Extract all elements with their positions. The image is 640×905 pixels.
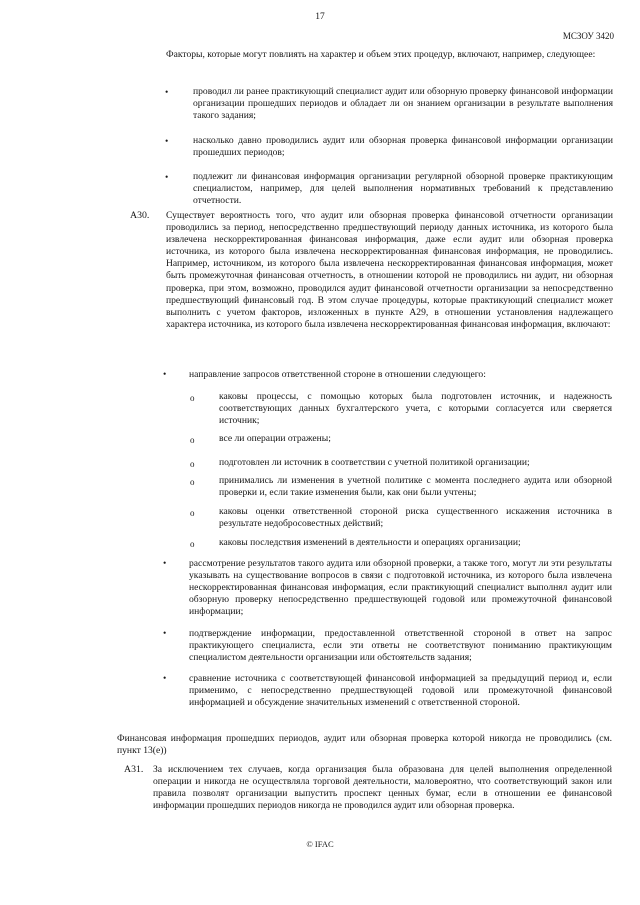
sub-bullet-marker: o <box>190 459 195 469</box>
bullet-marker: • <box>163 559 167 569</box>
paragraph-label-a31: A31. <box>124 764 144 775</box>
bullet-marker: • <box>165 173 169 183</box>
factor-item: насколько давно проводились аудит или обзорная проверка финансовой информации организации прошедших периодов; <box>193 135 613 159</box>
bullet-marker: • <box>163 370 167 380</box>
a30-bullet-item: сравнение источника с соответствующей финансовой информацией за предыдущий период и, если применимо, с непосредственно предшествующей годовой или промежуточной финансовой информацией и обсуждение значительных изменений с ответственной стороной. <box>189 673 612 709</box>
bullet-marker: • <box>165 137 169 147</box>
a30-sub-item: каковы последствия изменений в деятельности и операциях организации; <box>219 537 521 548</box>
section-heading: Финансовая информация прошедших периодов, аудит или обзорная проверка которой никогда не проводились (см. пункт 13(е)) <box>117 733 612 757</box>
a30-sub-item: принимались ли изменения в учетной политике с момента последнего аудита или обзорной проверки и, если такие изменения были, как они были учтены; <box>219 475 612 499</box>
sub-bullet-marker: o <box>190 508 195 518</box>
a30-sub-item: каковы процессы, с помощью которых была подготовлен источник, и надежность соответствующих данных бухгалтерского учета, с которыми согласуется или сверяется источник; <box>219 391 612 427</box>
footer-copyright: © IFAC <box>306 839 334 849</box>
document-code: МСЗОУ 3420 <box>562 31 614 41</box>
a30-sub-item: все ли операции отражены; <box>219 433 331 444</box>
a30-bullet-item: подтверждение информации, предоставленной ответственной стороной в ответ на запрос практикующего специалиста, если эти ответы не соответствуют пониманию практикующим специалистом деятельности организации или обстоятельств задания; <box>189 628 612 664</box>
intro-paragraph: Факторы, которые могут повлиять на характер и объем этих процедур, включают, например, следующее: <box>166 49 596 60</box>
bullet-marker: • <box>163 674 167 684</box>
bullet-marker: • <box>165 88 169 98</box>
a30-sub-item: каковы оценки ответственной стороной риска существенного искажения источника в результате недобросовестных действий; <box>219 506 612 530</box>
page-number: 17 <box>315 12 325 22</box>
a30-bullet-item: рассмотрение результатов такого аудита или обзорной проверки, а также того, могут ли эти результаты указывать на существование вопросов в связи с подготовкой источника, из которого была извлечена нескорректированная финансовая информация, если практикующий специалист выполнял аудит или обзорную проверку непосредственно предшествующей годовой или промежуточной финансовой информации; <box>189 558 612 618</box>
a30-bullet-item: направление запросов ответственной стороне в отношении следующего: <box>189 369 486 380</box>
sub-bullet-marker: o <box>190 539 195 549</box>
sub-bullet-marker: o <box>190 435 195 445</box>
sub-bullet-marker: o <box>190 393 195 403</box>
paragraph-label-a30: A30. <box>130 210 150 221</box>
paragraph-a31-text: За исключением тех случаев, когда организация была образована для целей выполнения определенной операции и никогда не осуществляла торговой деятельности, маловероятно, что соответствующий закон или правила позволят организации выпустить проспект ценных бумаг, если в отношении ее финансовой информации прошедших периодов никогда не проводился аудит или обзорная проверка. <box>153 764 612 812</box>
factor-item: подлежит ли финансовая информация организации регулярной обзорной проверке практикующим специалистом, например, для целей выполнения нормативных требований к представлению отчетности. <box>193 171 613 207</box>
bullet-marker: • <box>163 629 167 639</box>
sub-bullet-marker: o <box>190 477 195 487</box>
factor-item: проводил ли ранее практикующий специалист аудит или обзорную проверку финансовой информации организации прошедших периодов и обладает ли он знанием организации в результате выполнения такого задания; <box>193 86 613 122</box>
paragraph-a30-text: Существует вероятность того, что аудит или обзорная проверка финансовой отчетности организации проводились за период, непосредственно предшествующий периоду данных источника, из которого была извлечена нескорректированная финансовая информация, даже если аудит или обзорная проверка источника, из которого была извлечена нескорректированная финансовая информация, не проводились. Например, источником, из которого была извлечена нескорректированная финансовая информация, может быть промежуточная финансовая отчетность, в отношении которой не проводились ни аудит, ни обзорная проверка, при этом, возможно, проводился аудит финансовой отчетности организации за непосредственно предшествующий финансовый год. В этом случае процедуры, которые практикующий специалист может выполнить с учетом факторов, изложенных в пункте A29, в отношении установления надлежащего характера источника, из которого была извлечена нескорректированная финансовая информация, включают: <box>166 210 613 330</box>
a30-sub-item: подготовлен ли источник в соответствии с учетной политикой организации; <box>219 457 530 468</box>
